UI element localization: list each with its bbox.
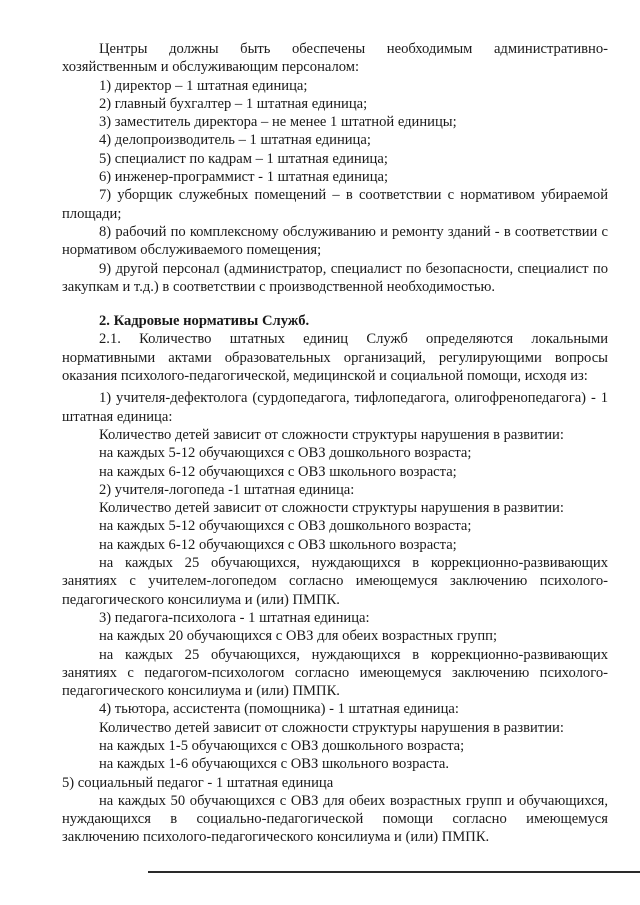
norm-line: Количество детей зависит от сложности структуры нарушения в развитии: (99, 426, 564, 443)
paragraph-2-1: 2.1. Количество штатных единиц Служб определяются локальными нормативными актами образовательных организаций, регулирующими вопросы оказания психолого-педагогической, медицинской и социальной помощи, исходя из: (62, 331, 608, 385)
norm-speech-therapist: 2) учителя-логопеда -1 штатная единица: (99, 481, 355, 498)
norm-tutor: 4) тьютора, ассистента (помощника) - 1 штатная единица: (99, 701, 459, 718)
norm-line: на каждых 25 обучающихся, нуждающихся в коррекционно-развивающих занятиях с педагогом-психологом согласно имеющемуся заключению психолого-педагогического консилиума и (или) ПМПК. (62, 646, 608, 700)
section-heading: 2. Кадровые нормативы Служб. (99, 313, 310, 330)
norm-psychologist: 3) педагога-психолога - 1 штатная единица: (99, 609, 370, 626)
staff-item-3: 3) заместитель директора – не менее 1 штатной единицы; (99, 114, 457, 131)
staff-item-1: 1) директор – 1 штатная единица; (99, 77, 308, 94)
document-page (62, 40, 608, 847)
norm-line: на каждых 1-5 обучающихся с ОВЗ дошкольного возраста; (99, 737, 465, 754)
norm-social-pedagogue: 5) социальный педагог - 1 штатная единица (62, 774, 334, 791)
staff-item-8: 8) рабочий по комплексному обслуживанию и ремонту зданий - в соответствии с нормативом обслуживаемого помещения; (62, 223, 608, 259)
norm-line: на каждых 20 обучающихся с ОВЗ для обеих возрастных групп; (99, 628, 498, 645)
norm-line: на каждых 5-12 обучающихся с ОВЗ дошкольного возраста; (99, 445, 472, 462)
norm-line: Количество детей зависит от сложности структуры нарушения в развитии: (99, 719, 564, 736)
intro-paragraph: Центры должны быть обеспечены необходимым административно-хозяйственным и обслуживающим персоналом: (62, 41, 608, 76)
norm-line: на каждых 6-12 обучающихся с ОВЗ школьного возраста; (99, 536, 457, 553)
norm-defectologist: 1) учителя-дефектолога (сурдопедагога, тифлопедагога, олигофренопедагога) - 1 штатная единица: (62, 390, 608, 425)
norm-line: на каждых 6-12 обучающихся с ОВЗ школьного возраста; (99, 463, 457, 480)
norm-line: на каждых 5-12 обучающихся с ОВЗ дошкольного возраста; (99, 518, 472, 535)
norm-line: на каждых 50 обучающихся с ОВЗ для обеих возрастных групп и обучающихся, нуждающихся в социально-педагогической помощи согласно имеющемуся заключению психолого-педагогического консилиума и (или) ПМПК. (62, 792, 608, 846)
norm-line: на каждых 1-6 обучающихся с ОВЗ школьного возраста. (99, 756, 450, 773)
norm-line: Количество детей зависит от сложности структуры нарушения в развитии: (99, 500, 564, 517)
staff-item-6: 6) инженер-программист - 1 штатная единица; (99, 169, 389, 186)
staff-item-4: 4) делопроизводитель – 1 штатная единица; (99, 132, 371, 149)
staff-item-2: 2) главный бухгалтер – 1 штатная единица; (99, 95, 368, 112)
staff-item-9: 9) другой персонал (администратор, специалист по безопасности, специалист по закупкам и т.д.) в соответствии с производственной необходимостью. (62, 260, 608, 295)
page-bottom-rule (148, 871, 640, 873)
staff-item-5: 5) специалист по кадрам – 1 штатная единица; (99, 150, 388, 167)
norm-line: на каждых 25 обучающихся, нуждающихся в коррекционно-развивающих занятиях с учителем-логопедом согласно имеющемуся заключению психолого-педагогического консилиума и (или) ПМПК. (62, 555, 608, 608)
staff-item-7: 7) уборщик служебных помещений – в соответствии с нормативом убираемой площади; (62, 187, 608, 222)
